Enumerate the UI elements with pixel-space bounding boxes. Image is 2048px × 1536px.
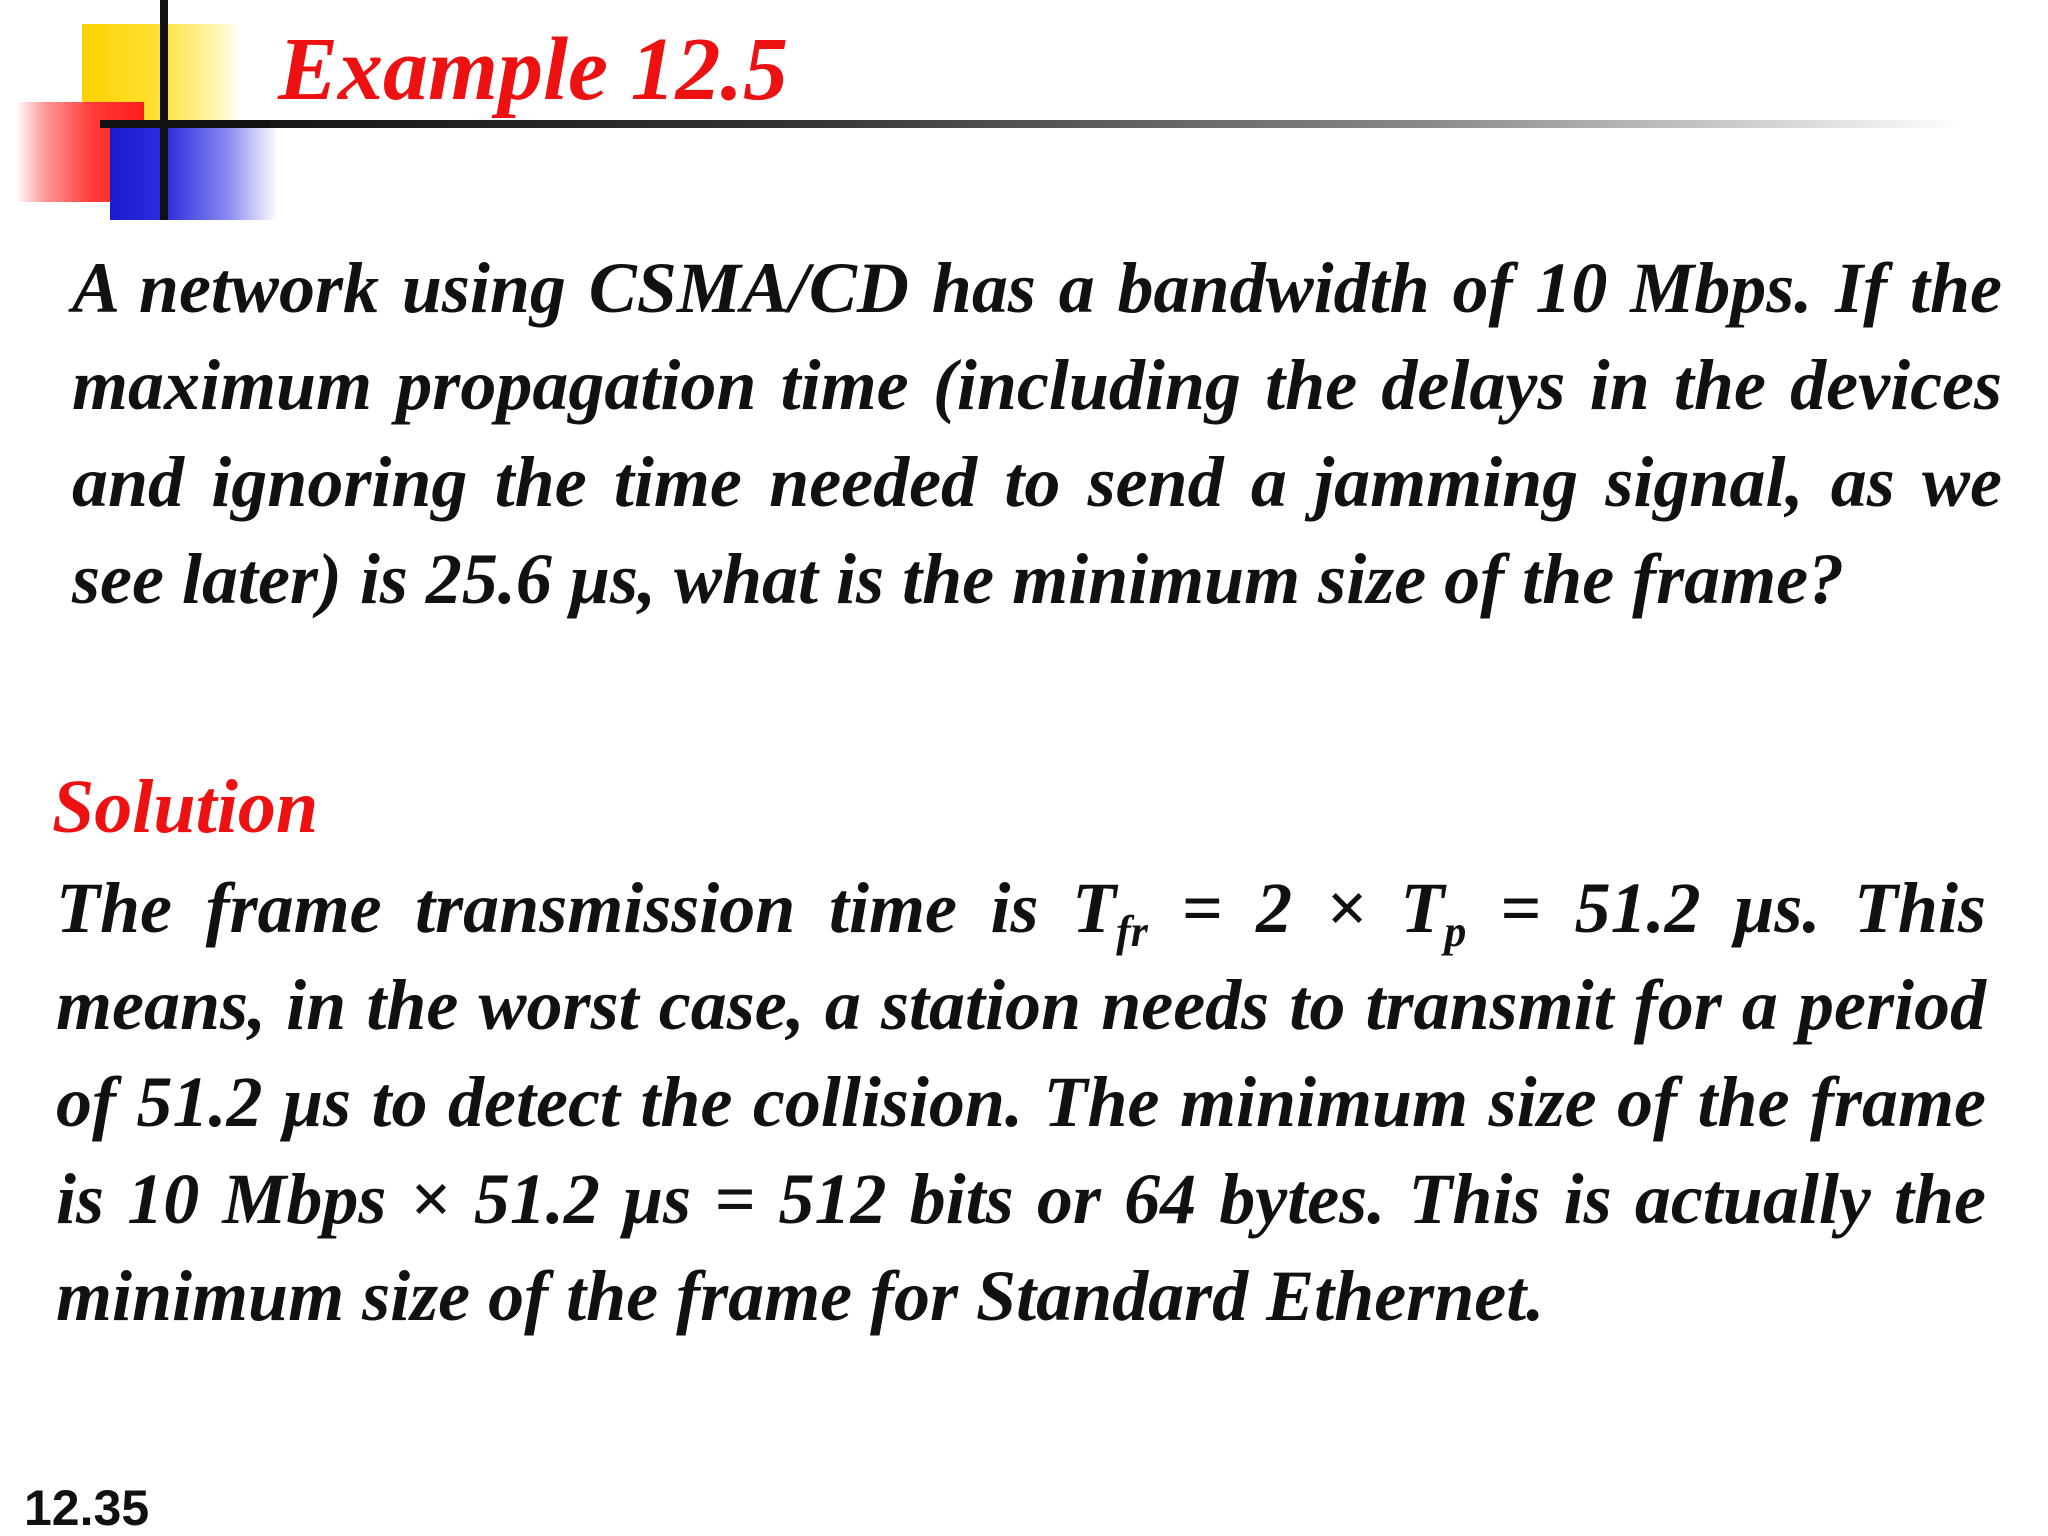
- tp-subscript: p: [1444, 907, 1467, 956]
- solution-rest-text: This means, in the worst case, a station needs to transmit for a period of 51.2 μs to detect the collision. The minimum size of the frame is 10 Mbps × 51.2 μs = 512 bits or 64 bytes. This is actually the minimum size of the frame for Standard Ethernet.: [56, 868, 1987, 1336]
- solution-line1-middle: = 2 × T: [1147, 868, 1445, 948]
- page-number: 12.35: [24, 1480, 150, 1536]
- tfr-subscript: fr: [1116, 907, 1148, 956]
- solution-heading: Solution: [52, 765, 319, 849]
- solution-line1-suffix: = 51.2 μs.: [1466, 868, 1821, 948]
- solution-body: [56, 860, 1986, 1345]
- decorative-horizontal-line: [100, 120, 270, 128]
- title-underline-rule: [160, 120, 1960, 128]
- decorative-blue-square: [110, 124, 278, 220]
- solution-line1-prefix: The frame transmission time is T: [56, 868, 1117, 948]
- decorative-vertical-line: [160, 0, 168, 220]
- problem-statement: A network using CSMA/CD has a bandwidth of 10 Mbps. If the maximum propagation time (including the delays in the devices and ignoring the time needed to send a jamming signal, as we see later) is 25.6 μs, what is the minimum size of the frame?: [72, 248, 2002, 619]
- slide-title: Example 12.5: [278, 20, 788, 119]
